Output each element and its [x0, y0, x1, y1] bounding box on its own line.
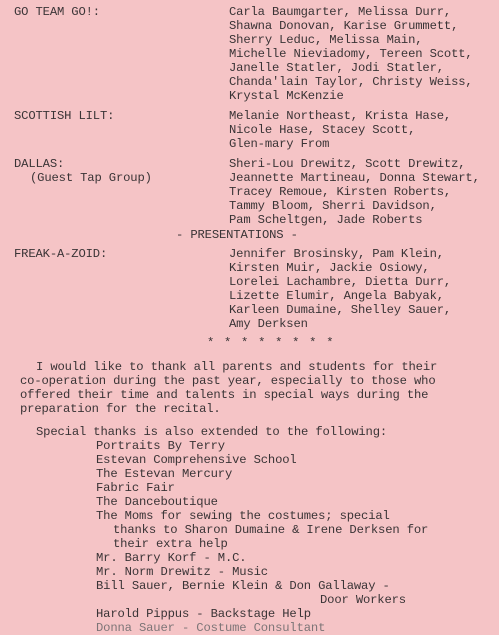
performer-line: Kirsten Muir, Jackie Osiowy, — [229, 261, 430, 275]
performer-line: Tammy Bloom, Sherri Davidson, — [229, 199, 437, 213]
thank-you-line: co-operation during the past year, especially to those who — [20, 374, 436, 388]
special-thanks-intro: Special thanks is also extended to the following: — [36, 425, 388, 439]
thanks-item: Portraits By Terry — [96, 439, 225, 453]
performer-line: Shawna Donovan, Karise Grummett, — [229, 19, 459, 33]
thanks-item: Mr. Norm Drewitz - Music — [96, 565, 268, 579]
thanks-item: Estevan Comprehensive School — [96, 453, 297, 467]
thank-you-line: preparation for the recital. — [20, 402, 221, 416]
performer-line: Pam Scheltgen, Jade Roberts — [229, 213, 423, 227]
thank-you-line: offered their time and talents in special ways during the — [20, 388, 429, 402]
performer-line: Karleen Dumaine, Shelley Sauer, — [229, 303, 452, 317]
performer-line: Amy Derksen — [229, 317, 308, 331]
performer-line: Michelle Nieviadomy, Tereen Scott, — [229, 47, 473, 61]
thanks-item: The Estevan Mercury — [96, 467, 233, 481]
section-sublabel-dallas: (Guest Tap Group) — [30, 171, 152, 185]
thanks-item: Donna Sauer - Costume Consultant — [96, 621, 326, 635]
performer-line: Lizette Elumir, Angela Babyak, — [229, 289, 444, 303]
performer-line: Jeannette Martineau, Donna Stewart, — [229, 171, 480, 185]
thanks-item: Harold Pippus - Backstage Help — [96, 607, 311, 621]
star-divider: * * * * * * * * — [207, 336, 335, 350]
performer-line: Sherry Leduc, Melissa Main, — [229, 33, 423, 47]
thanks-item-continued: Door Workers — [320, 593, 406, 607]
performer-line: Lorelei Lachambre, Dietta Durr, — [229, 275, 452, 289]
performer-line: Jennifer Brosinsky, Pam Klein, — [229, 247, 444, 261]
performer-line: Janelle Statler, Jodi Statler, — [229, 61, 444, 75]
section-label-freak-a-zoid: FREAK-A-ZOID: — [14, 247, 108, 261]
thanks-item: The Moms for sewing the costumes; special — [96, 509, 390, 523]
thanks-item: The Danceboutique — [96, 495, 218, 509]
performer-line: Glen-mary From — [229, 137, 330, 151]
performer-line: Tracey Remoue, Kirsten Roberts, — [229, 185, 452, 199]
performer-line: Melanie Northeast, Krista Hase, — [229, 109, 452, 123]
section-label-dallas: DALLAS: — [14, 157, 65, 171]
thanks-item-continued: their extra help — [113, 537, 228, 551]
section-label-go-team-go: GO TEAM GO!: — [14, 5, 100, 19]
thanks-item: Mr. Barry Korf - M.C. — [96, 551, 247, 565]
thanks-item-continued: thanks to Sharon Dumaine & Irene Derksen for — [113, 523, 429, 537]
performer-line: Carla Baumgarter, Melissa Durr, — [229, 5, 452, 19]
section-label-scottish-lilt: SCOTTISH LILT: — [14, 109, 115, 123]
performer-line: Sheri-Lou Drewitz, Scott Drewitz, — [229, 157, 466, 171]
thanks-item: Bill Sauer, Bernie Klein & Don Gallaway - — [96, 579, 390, 593]
thank-you-line: I would like to thank all parents and students for their — [36, 360, 438, 374]
performer-line: Nicole Hase, Stacey Scott, — [229, 123, 416, 137]
performer-line: Krystal McKenzie — [229, 89, 344, 103]
presentations-heading: - PRESENTATIONS - — [176, 228, 298, 242]
performer-line: Chanda'lain Taylor, Christy Weiss, — [229, 75, 473, 89]
thanks-item: Fabric Fair — [96, 481, 175, 495]
